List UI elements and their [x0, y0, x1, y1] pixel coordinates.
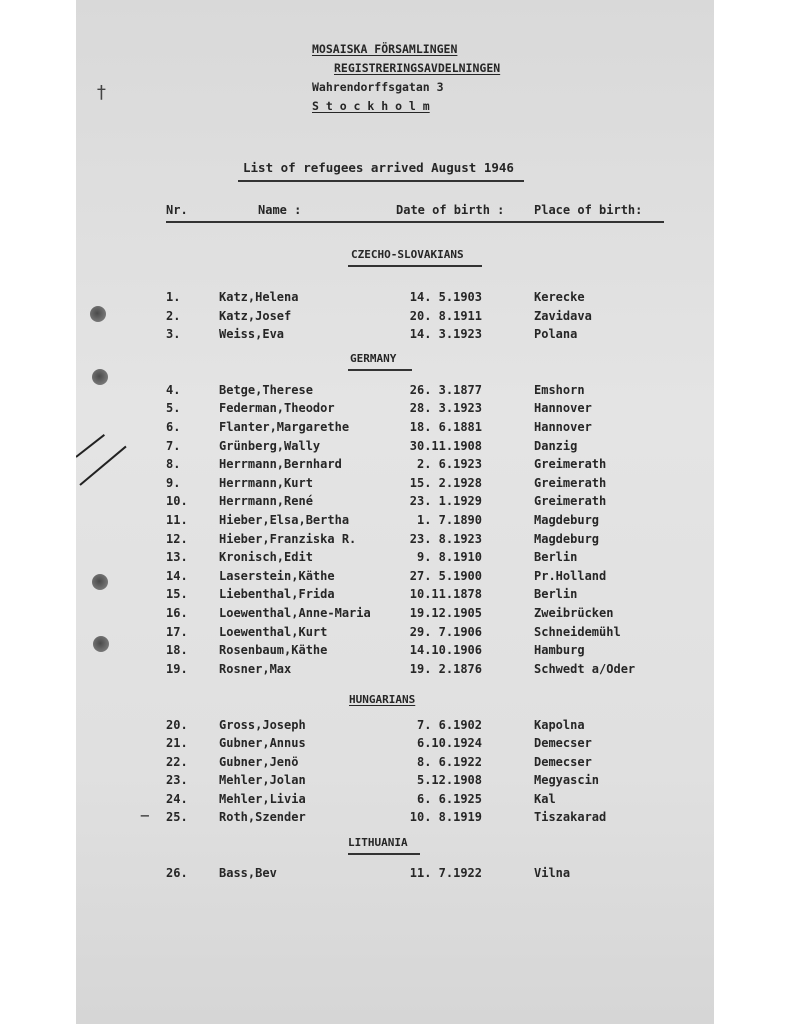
date-of-birth: 19. 2.1876 [409, 662, 482, 676]
row-number: 9. [166, 476, 181, 490]
row-number: 4. [166, 383, 181, 397]
row-number: 18. [166, 643, 188, 657]
row-number: 24. [166, 792, 188, 806]
refugee-name: Mehler,Livia [219, 792, 306, 806]
table-row [76, 569, 714, 587]
header-street: Wahrendorffsgatan 3 [312, 80, 444, 94]
date-of-birth: 30.11.1908 [409, 439, 482, 453]
document-title: List of refugees arrived August 1946 [243, 160, 514, 175]
section-heading-czechoslovakians: CZECHO-SLOVAKIANS [351, 248, 464, 261]
date-of-birth: 18. 6.1881 [409, 420, 482, 434]
row-number: 6. [166, 420, 181, 434]
row-number: 7. [166, 439, 181, 453]
table-row [76, 866, 714, 884]
table-row [76, 625, 714, 643]
title-underline [238, 180, 524, 182]
pencil-tick-mark: − [140, 806, 150, 825]
place-of-birth: Magdeburg [534, 513, 600, 527]
place-of-birth: Berlin [534, 587, 578, 601]
place-of-birth: Magdeburg [534, 532, 600, 546]
row-number: 15. [166, 587, 188, 601]
refugee-name: Herrmann,Bernhard [219, 457, 342, 471]
place-of-birth: Demecser [534, 736, 592, 750]
row-number: 16. [166, 606, 188, 620]
refugee-name: Gubner,Jenö [219, 755, 299, 769]
date-of-birth: 11. 7.1922 [409, 866, 482, 880]
refugee-name: Grünberg,Wally [219, 439, 321, 453]
date-of-birth: 10.11.1878 [409, 587, 482, 601]
table-row [76, 494, 714, 512]
refugee-name: Herrmann,René [219, 494, 313, 508]
place-of-birth: Kal [534, 792, 556, 806]
place-of-birth: Zavidava [534, 309, 592, 323]
place-of-birth: Kerecke [534, 290, 585, 304]
place-of-birth: Hannover [534, 420, 592, 434]
place-of-birth: Megyascin [534, 773, 600, 787]
place-of-birth: Hamburg [534, 643, 585, 657]
table-row [76, 736, 714, 754]
place-of-birth: Hannover [534, 401, 592, 415]
row-number: 13. [166, 550, 188, 564]
table-row [76, 290, 714, 308]
place-of-birth: Demecser [534, 755, 592, 769]
date-of-birth: 27. 5.1900 [409, 569, 482, 583]
refugee-name: Laserstein,Käthe [219, 569, 335, 583]
table-row [76, 532, 714, 550]
refugee-name: Herrmann,Kurt [219, 476, 313, 490]
date-of-birth: 29. 7.1906 [409, 625, 482, 639]
table-row [76, 773, 714, 791]
column-header-nr: Nr. [166, 203, 188, 217]
place-of-birth: Vilna [534, 866, 571, 880]
refugee-name: Betge,Therese [219, 383, 313, 397]
place-of-birth: Kapolna [534, 718, 585, 732]
place-of-birth: Berlin [534, 550, 578, 564]
row-number: 1. [166, 290, 181, 304]
date-of-birth: 28. 3.1923 [409, 401, 482, 415]
refugee-name: Rosner,Max [219, 662, 292, 676]
table-row [76, 662, 714, 680]
header-congregation: MOSAISKA FÖRSAMLINGEN [312, 42, 458, 56]
row-number: 12. [166, 532, 188, 546]
table-row [76, 457, 714, 475]
date-of-birth: 6. 6.1925 [416, 792, 482, 806]
refugee-name: Loewenthal,Anne-Maria [219, 606, 371, 620]
refugee-name: Gubner,Annus [219, 736, 306, 750]
table-row [76, 587, 714, 605]
table-row [76, 606, 714, 624]
table-row [76, 513, 714, 531]
refugee-name: Hieber,Franziska R. [219, 532, 357, 546]
date-of-birth: 19.12.1905 [409, 606, 482, 620]
refugee-name: Gross,Joseph [219, 718, 306, 732]
place-of-birth: Emshorn [534, 383, 585, 397]
date-of-birth: 26. 3.1877 [409, 383, 482, 397]
section-underline [348, 265, 482, 267]
table-row [76, 476, 714, 494]
place-of-birth: Schneidemühl [534, 625, 621, 639]
header-city: S t o c k h o l m [312, 99, 430, 113]
date-of-birth: 14.10.1906 [409, 643, 482, 657]
date-of-birth: 1. 7.1890 [416, 513, 482, 527]
date-of-birth: 23. 8.1923 [409, 532, 482, 546]
row-number: 23. [166, 773, 188, 787]
table-row [76, 550, 714, 568]
section-underline [348, 369, 412, 371]
refugee-name: Rosenbaum,Käthe [219, 643, 328, 657]
refugee-name: Mehler,Jolan [219, 773, 306, 787]
refugee-name: Federman,Theodor [219, 401, 335, 415]
section-heading-hungarians: HUNGARIANS [349, 693, 416, 706]
row-number: 21. [166, 736, 188, 750]
header-rule [166, 221, 664, 223]
date-of-birth: 20. 8.1911 [409, 309, 482, 323]
document-page [76, 0, 714, 1024]
row-number: 25. [166, 810, 188, 824]
row-number: 22. [166, 755, 188, 769]
table-row [76, 792, 714, 810]
table-row [76, 420, 714, 438]
date-of-birth: 15. 2.1928 [409, 476, 482, 490]
refugee-name: Hieber,Elsa,Bertha [219, 513, 350, 527]
section-heading-germany: GERMANY [350, 352, 397, 365]
date-of-birth: 2. 6.1923 [416, 457, 482, 471]
row-number: 19. [166, 662, 188, 676]
table-row [76, 643, 714, 661]
date-of-birth: 5.12.1908 [416, 773, 482, 787]
refugee-name: Katz,Helena [219, 290, 299, 304]
pencil-mark: † [96, 82, 107, 103]
place-of-birth: Polana [534, 327, 578, 341]
column-header-place: Place of birth: [534, 203, 643, 217]
row-number: 3. [166, 327, 181, 341]
place-of-birth: Pr.Holland [534, 569, 607, 583]
column-header-name: Name : [258, 203, 302, 217]
header-department: REGISTRERINGSAVDELNINGEN [334, 61, 501, 75]
table-row [76, 755, 714, 773]
refugee-name: Loewenthal,Kurt [219, 625, 328, 639]
date-of-birth: 6.10.1924 [416, 736, 482, 750]
refugee-name: Liebenthal,Frida [219, 587, 335, 601]
row-number: 10. [166, 494, 188, 508]
row-number: 2. [166, 309, 181, 323]
refugee-name: Weiss,Eva [219, 327, 285, 341]
refugee-name: Roth,Szender [219, 810, 306, 824]
refugee-name: Bass,Bev [219, 866, 277, 880]
row-number: 8. [166, 457, 181, 471]
table-row [76, 327, 714, 345]
place-of-birth: Greimerath [534, 457, 607, 471]
row-number: 11. [166, 513, 188, 527]
table-row [76, 401, 714, 419]
table-row [76, 718, 714, 736]
date-of-birth: 10. 8.1919 [409, 810, 482, 824]
column-header-dob: Date of birth : [396, 203, 505, 217]
row-number: 17. [166, 625, 188, 639]
row-number: 26. [166, 866, 188, 880]
place-of-birth: Zweibrücken [534, 606, 614, 620]
place-of-birth: Greimerath [534, 494, 607, 508]
date-of-birth: 9. 8.1910 [416, 550, 482, 564]
date-of-birth: 14. 3.1923 [409, 327, 482, 341]
place-of-birth: Schwedt a/Oder [534, 662, 636, 676]
date-of-birth: 14. 5.1903 [409, 290, 482, 304]
table-row [76, 439, 714, 457]
place-of-birth: Tiszakarad [534, 810, 607, 824]
row-number: 20. [166, 718, 188, 732]
refugee-name: Katz,Josef [219, 309, 292, 323]
table-row [76, 383, 714, 401]
table-row [76, 810, 714, 828]
refugee-name: Kronisch,Edit [219, 550, 313, 564]
section-underline [348, 853, 420, 855]
section-heading-lithuania: LITHUANIA [348, 836, 408, 849]
place-of-birth: Danzig [534, 439, 578, 453]
refugee-name: Flanter,Margarethe [219, 420, 350, 434]
table-row [76, 309, 714, 327]
date-of-birth: 23. 1.1929 [409, 494, 482, 508]
row-number: 14. [166, 569, 188, 583]
place-of-birth: Greimerath [534, 476, 607, 490]
date-of-birth: 8. 6.1922 [416, 755, 482, 769]
row-number: 5. [166, 401, 181, 415]
date-of-birth: 7. 6.1902 [416, 718, 482, 732]
